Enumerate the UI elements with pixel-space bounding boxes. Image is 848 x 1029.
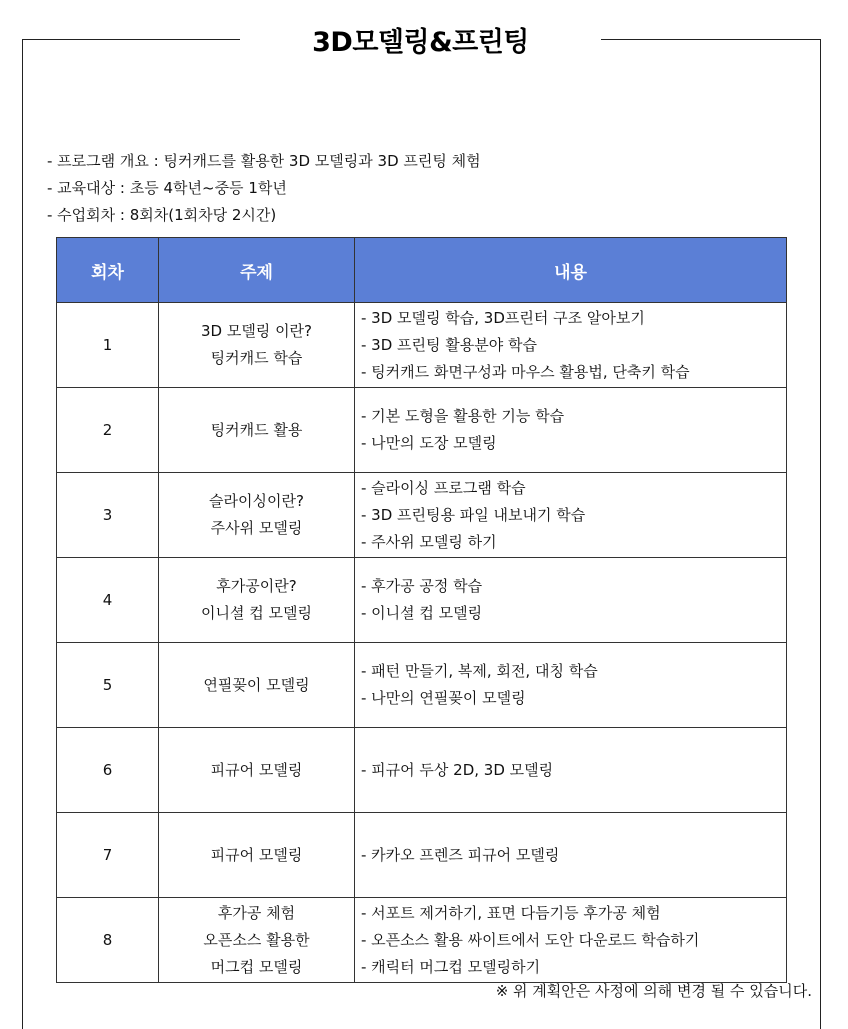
frame-right-border bbox=[820, 39, 821, 1029]
page-title: 3D모델링&프린팅 bbox=[312, 27, 529, 58]
program-info bbox=[47, 148, 481, 229]
content-line: - 주사위 모델링 하기 bbox=[361, 532, 497, 551]
content-line: - 서포트 제거하기, 표면 다듬기등 후가공 체험 bbox=[361, 903, 661, 922]
subject-line: 머그컵 모델링 bbox=[210, 957, 303, 976]
row-content bbox=[355, 473, 787, 558]
content-line: - 기본 도형을 활용한 기능 학습 bbox=[361, 407, 565, 425]
row-subject bbox=[159, 728, 355, 813]
content-line: - 후가공 공정 학습 bbox=[361, 577, 483, 595]
subject-line: 연필꽂이 모델링 bbox=[203, 675, 310, 694]
content-line: - 카카오 프렌즈 피규어 모델링 bbox=[361, 845, 560, 864]
table-row bbox=[57, 898, 787, 983]
header-content: 내용 bbox=[355, 238, 787, 303]
content-line: - 3D 모델링 학습, 3D프린터 구조 알아보기 bbox=[361, 308, 645, 327]
table-row bbox=[57, 388, 787, 473]
schedule-table bbox=[56, 237, 787, 983]
content-line: - 피규어 두상 2D, 3D 모델링 bbox=[361, 760, 554, 779]
table-row bbox=[57, 303, 787, 388]
content-line: - 3D 프린팅용 파일 내보내기 학습 bbox=[361, 505, 586, 524]
row-subject bbox=[159, 558, 355, 643]
row-content bbox=[355, 388, 787, 473]
table-row bbox=[57, 728, 787, 813]
table-row bbox=[57, 643, 787, 728]
row-subject bbox=[159, 813, 355, 898]
content-line: - 이니셜 컵 모델링 bbox=[361, 604, 483, 622]
table-header-row bbox=[57, 238, 787, 303]
subject-line: 후가공이란? bbox=[216, 577, 297, 595]
content-line: - 패턴 만들기, 복제, 회전, 대칭 학습 bbox=[361, 662, 598, 680]
row-subject bbox=[159, 303, 355, 388]
frame-left-border bbox=[22, 39, 23, 1029]
info-sessions: - 수업회차 : 8회차(1회차당 2시간) bbox=[47, 206, 277, 224]
info-target: - 교육대상 : 초등 4학년~중등 1학년 bbox=[47, 179, 287, 197]
subject-line: 후가공 체험 bbox=[217, 903, 296, 922]
content-line: - 팅커캐드 화면구성과 마우스 활용법, 단축키 학습 bbox=[361, 362, 690, 381]
row-number: 1 bbox=[57, 303, 159, 388]
subject-line: 피규어 모델링 bbox=[210, 760, 303, 779]
row-content bbox=[355, 303, 787, 388]
row-content bbox=[355, 558, 787, 643]
row-number: 2 bbox=[57, 388, 159, 473]
content-line: - 캐릭터 머그컵 모델링하기 bbox=[361, 957, 541, 976]
row-number: 4 bbox=[57, 558, 159, 643]
row-subject bbox=[159, 898, 355, 983]
subject-line: 주사위 모델링 bbox=[210, 519, 303, 537]
frame-top-left-border bbox=[22, 39, 240, 40]
row-content bbox=[355, 898, 787, 983]
content-line: - 나만의 도장 모델링 bbox=[361, 434, 497, 452]
row-number: 6 bbox=[57, 728, 159, 813]
frame-top-right-border bbox=[601, 39, 820, 40]
row-number: 3 bbox=[57, 473, 159, 558]
row-content bbox=[355, 813, 787, 898]
info-overview: - 프로그램 개요 : 팅커캐드를 활용한 3D 모델링과 3D 프린팅 체험 bbox=[47, 152, 481, 170]
row-subject bbox=[159, 643, 355, 728]
content-line: - 슬라이싱 프로그램 학습 bbox=[361, 478, 526, 497]
subject-line: 팅커캐드 학습 bbox=[210, 349, 303, 367]
header-subject: 주제 bbox=[159, 238, 355, 303]
subject-line: 팅커캐드 활용 bbox=[210, 420, 303, 439]
table-row bbox=[57, 813, 787, 898]
table-row bbox=[57, 473, 787, 558]
row-subject bbox=[159, 473, 355, 558]
row-content bbox=[355, 643, 787, 728]
subject-line: 슬라이싱이란? bbox=[209, 492, 304, 510]
content-line: - 오픈소스 활용 싸이트에서 도안 다운로드 학습하기 bbox=[361, 930, 700, 949]
subject-line: 오픈소스 활용한 bbox=[203, 930, 310, 949]
header-session: 회차 bbox=[57, 238, 159, 303]
subject-line: 이니셜 컵 모델링 bbox=[201, 604, 312, 622]
row-number: 8 bbox=[57, 898, 159, 983]
footnote: ※ 위 계획안은 사정에 의해 변경 될 수 있습니다. bbox=[495, 982, 812, 1000]
subject-line: 피규어 모델링 bbox=[210, 845, 303, 864]
content-line: - 3D 프린팅 활용분야 학습 bbox=[361, 335, 537, 354]
table-row bbox=[57, 558, 787, 643]
row-subject bbox=[159, 388, 355, 473]
content-line: - 나만의 연필꽂이 모델링 bbox=[361, 689, 526, 707]
subject-line: 3D 모델링 이란? bbox=[200, 322, 313, 340]
row-number: 5 bbox=[57, 643, 159, 728]
row-number: 7 bbox=[57, 813, 159, 898]
row-content bbox=[355, 728, 787, 813]
